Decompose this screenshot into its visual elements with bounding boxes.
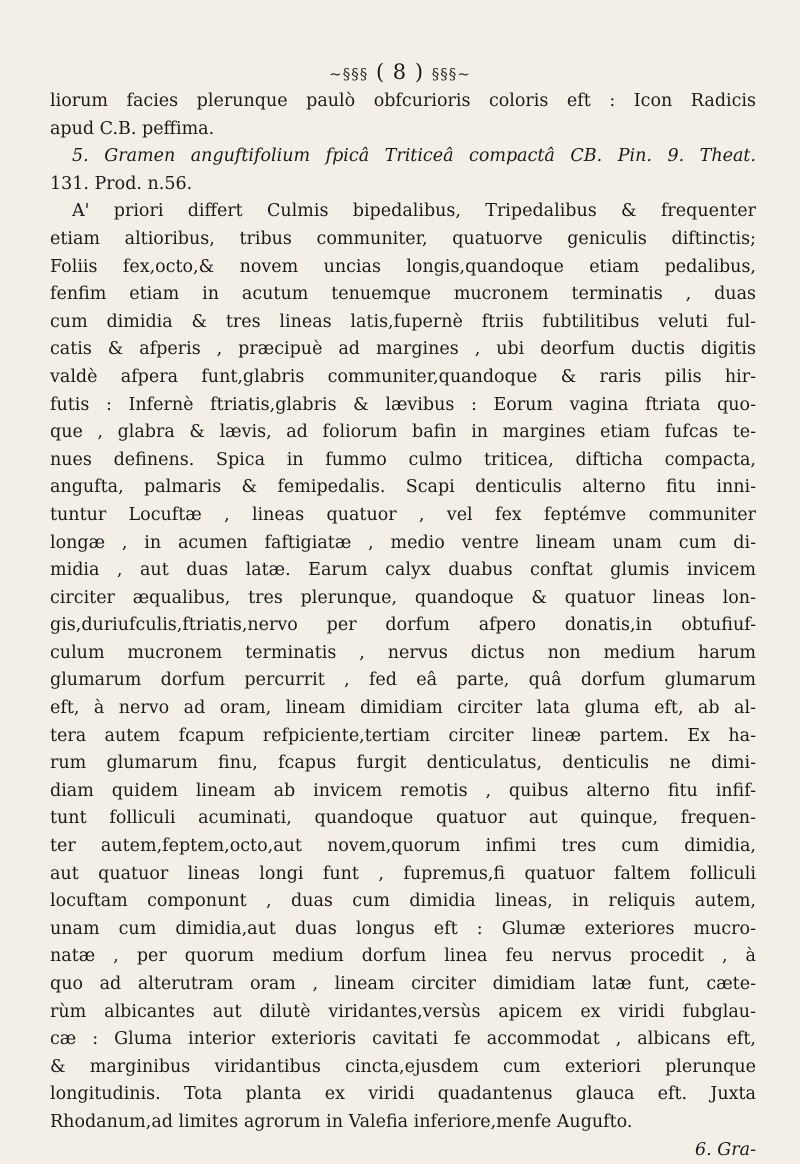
page-number: ( 8 ) bbox=[375, 60, 425, 84]
header-ornament-right: §§§~ bbox=[431, 65, 471, 83]
text-line: cæ : Gluma interior exterioris cavitati fe accommodat , albicans eft, bbox=[50, 1029, 756, 1050]
text-line: rùm albicantes aut dilutè viridantes,versùs apicem ex viridi fubglau- bbox=[50, 1001, 756, 1022]
text-line: locuftam componunt , duas cum dimidia lineas, in reliquis autem, bbox=[50, 891, 756, 912]
header-ornament-left: ~§§§ bbox=[329, 65, 369, 83]
text-line: tuntur Locuftæ , lineas quatuor , vel fex feptémve communiter bbox=[50, 504, 756, 525]
text-line: 6. Gra- bbox=[695, 1139, 756, 1160]
text-line: aut quatuor lineas longi funt , fupremus,fi quatuor faltem folliculi bbox=[50, 863, 756, 884]
text-line: culum mucronem terminatis , nervus dictus non medium harum bbox=[50, 642, 756, 663]
text-line: Foliis fex,octo,& novem uncias longis,quandoque etiam pedalibus, bbox=[50, 256, 756, 277]
text-line: natæ , per quorum medium dorfum linea feu nervus procedit , à bbox=[50, 946, 756, 967]
text-line: rum glumarum finu, fcapus furgit denticulatus, denticulis ne dimi- bbox=[50, 753, 756, 774]
text-line: nues definens. Spica in fummo culmo triticea, difticha compacta, bbox=[50, 449, 756, 470]
text-line: apud C.B. peffima. bbox=[50, 118, 215, 139]
text-line: diam quidem lineam ab invicem remotis , quibus alterno fitu infif- bbox=[50, 780, 756, 801]
text-line: etiam altioribus, tribus communiter, quatuorve geniculis diftinctis; bbox=[50, 228, 756, 249]
text-line: circiter æqualibus, tres plerunque, quandoque & quatuor lineas lon- bbox=[50, 587, 756, 608]
text-line: tera autem fcapum refpiciente,tertiam circiter lineæ partem. Ex ha- bbox=[50, 725, 756, 746]
text-line: futis : Infernè ftriatis,glabris & lævibus : Eorum vagina ftriata quo- bbox=[50, 394, 756, 415]
text-line: midia , aut duas latæ. Earum calyx duabus conftat glumis invicem bbox=[50, 560, 756, 581]
text-line: angufta, palmaris & femipedalis. Scapi denticulis alterno fitu inni- bbox=[50, 477, 756, 498]
text-line: ter autem,feptem,octo,aut novem,quorum infimi tres cum dimidia, bbox=[50, 836, 756, 857]
text-line: eft, à nervo ad oram, lineam dimidiam circiter lata gluma eft, ab al- bbox=[50, 698, 756, 719]
text-line: cum dimidia & tres lineas latis,fupernè ftriis fubtilitibus veluti ful- bbox=[50, 311, 756, 332]
text-line: liorum facies plerunque paulò obfcurioris coloris eft : Icon Radicis bbox=[50, 91, 756, 111]
text-line: longæ , in acumen faftigiatæ , medio ventre lineam unam cum di- bbox=[50, 532, 756, 553]
text-line: glumarum dorfum percurrit , fed eâ parte, quâ dorfum glumarum bbox=[50, 670, 756, 691]
text-line: unam cum dimidia,aut duas longus eft : Glumæ exteriores mucro- bbox=[50, 918, 756, 939]
text-line: 131. Prod. n.56. bbox=[50, 173, 193, 194]
text-line: 5. Gramen anguftifolium fpicâ Triticeâ compactâ CB. Pin. 9. Theat. bbox=[72, 146, 756, 167]
text-line: valdè afpera funt,glabris communiter,quandoque & raris pilis hir- bbox=[50, 366, 756, 387]
body-text bbox=[50, 88, 756, 1164]
text-line: fenfim etiam in acutum tenuemque mucronem terminatis , duas bbox=[50, 284, 756, 305]
text-line: A' priori differt Culmis bipedalibus, Tripedalibus & frequenter bbox=[72, 201, 756, 222]
text-line: catis & afperis , præcipuè ad margines , ubi deorfum ductis digitis bbox=[50, 339, 756, 360]
text-line: tunt folliculi acuminati, quandoque quatuor aut quinque, frequen- bbox=[50, 808, 756, 829]
text-line: quo ad alterutram oram , lineam circiter dimidiam latæ funt, cæte- bbox=[50, 974, 756, 994]
text-line: longitudinis. Tota planta ex viridi quadantenus glauca eft. Juxta bbox=[50, 1084, 756, 1105]
text-line: Rhodanum,ad limites agrorum in Valefia inferiore,menfe Augufto. bbox=[50, 1111, 633, 1132]
text-line: & marginibus viridantibus cincta,ejusdem cum exteriori plerunque bbox=[50, 1056, 756, 1077]
page-header bbox=[0, 60, 800, 84]
text-line: gis,duriufculis,ftriatis,nervo per dorfum afpero donatis,in obtufiuf- bbox=[50, 615, 756, 636]
text-line: que , glabra & lævis, ad foliorum bafin in margines etiam fufcas te- bbox=[50, 422, 756, 443]
